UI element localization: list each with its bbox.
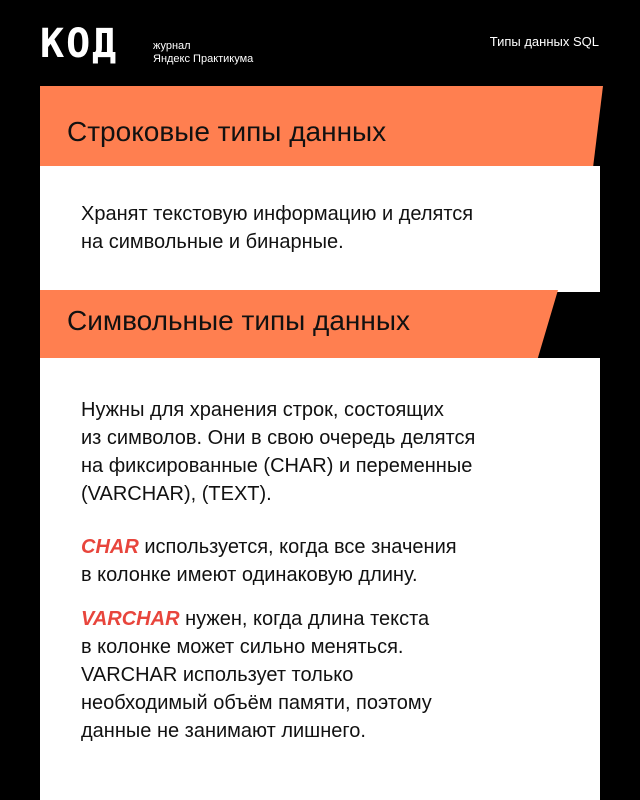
- char-paragraph: [81, 533, 457, 589]
- section2-intro-line-3: на фиксированные (CHAR) и переменные: [81, 455, 473, 477]
- char-line-1-rest: используется, когда все значения: [138, 536, 457, 558]
- topic-label: Типы данных SQL: [489, 34, 599, 49]
- section2-intro-line-4: (VARCHAR), (TEXT).: [81, 483, 272, 505]
- char-line-1: [81, 533, 457, 561]
- section2-intro: [81, 396, 475, 508]
- varchar-line-5: данные не занимают лишнего.: [81, 720, 366, 742]
- section1-line-2: на символьные и бинарные.: [81, 231, 344, 253]
- section2-intro-line-2: из символов. Они в свою очередь делятся: [81, 427, 476, 449]
- section2-title: Символьные типы данных: [67, 305, 410, 336]
- varchar-line-1: [81, 605, 432, 633]
- varchar-keyword: VARCHAR: [81, 608, 180, 630]
- char-keyword: CHAR: [81, 536, 139, 558]
- varchar-line-1-rest: нужен, когда длина текста: [179, 608, 430, 630]
- logo-subtitle: [153, 40, 253, 66]
- section1-line-1: Хранят текстовую информацию и делятся: [81, 203, 474, 225]
- section1-title: Строковые типы данных: [67, 116, 387, 147]
- section1-text: [81, 200, 473, 256]
- varchar-line-2: в колонке может сильно меняться.: [81, 636, 404, 658]
- logo-subtitle-line-2: Яндекс Практикума: [153, 53, 254, 65]
- char-line-2: в колонке имеют одинаковую длину.: [81, 564, 418, 586]
- logo-subtitle-line-1: журнал: [153, 40, 191, 52]
- varchar-paragraph: [81, 605, 432, 745]
- section2-intro-line-1: Нужны для хранения строк, состоящих: [81, 399, 444, 421]
- varchar-line-4: необходимый объём памяти, поэтому: [81, 692, 432, 714]
- varchar-line-3: VARCHAR использует только: [81, 664, 354, 686]
- kod-logo[interactable]: КОД: [40, 21, 119, 67]
- header: [0, 0, 640, 80]
